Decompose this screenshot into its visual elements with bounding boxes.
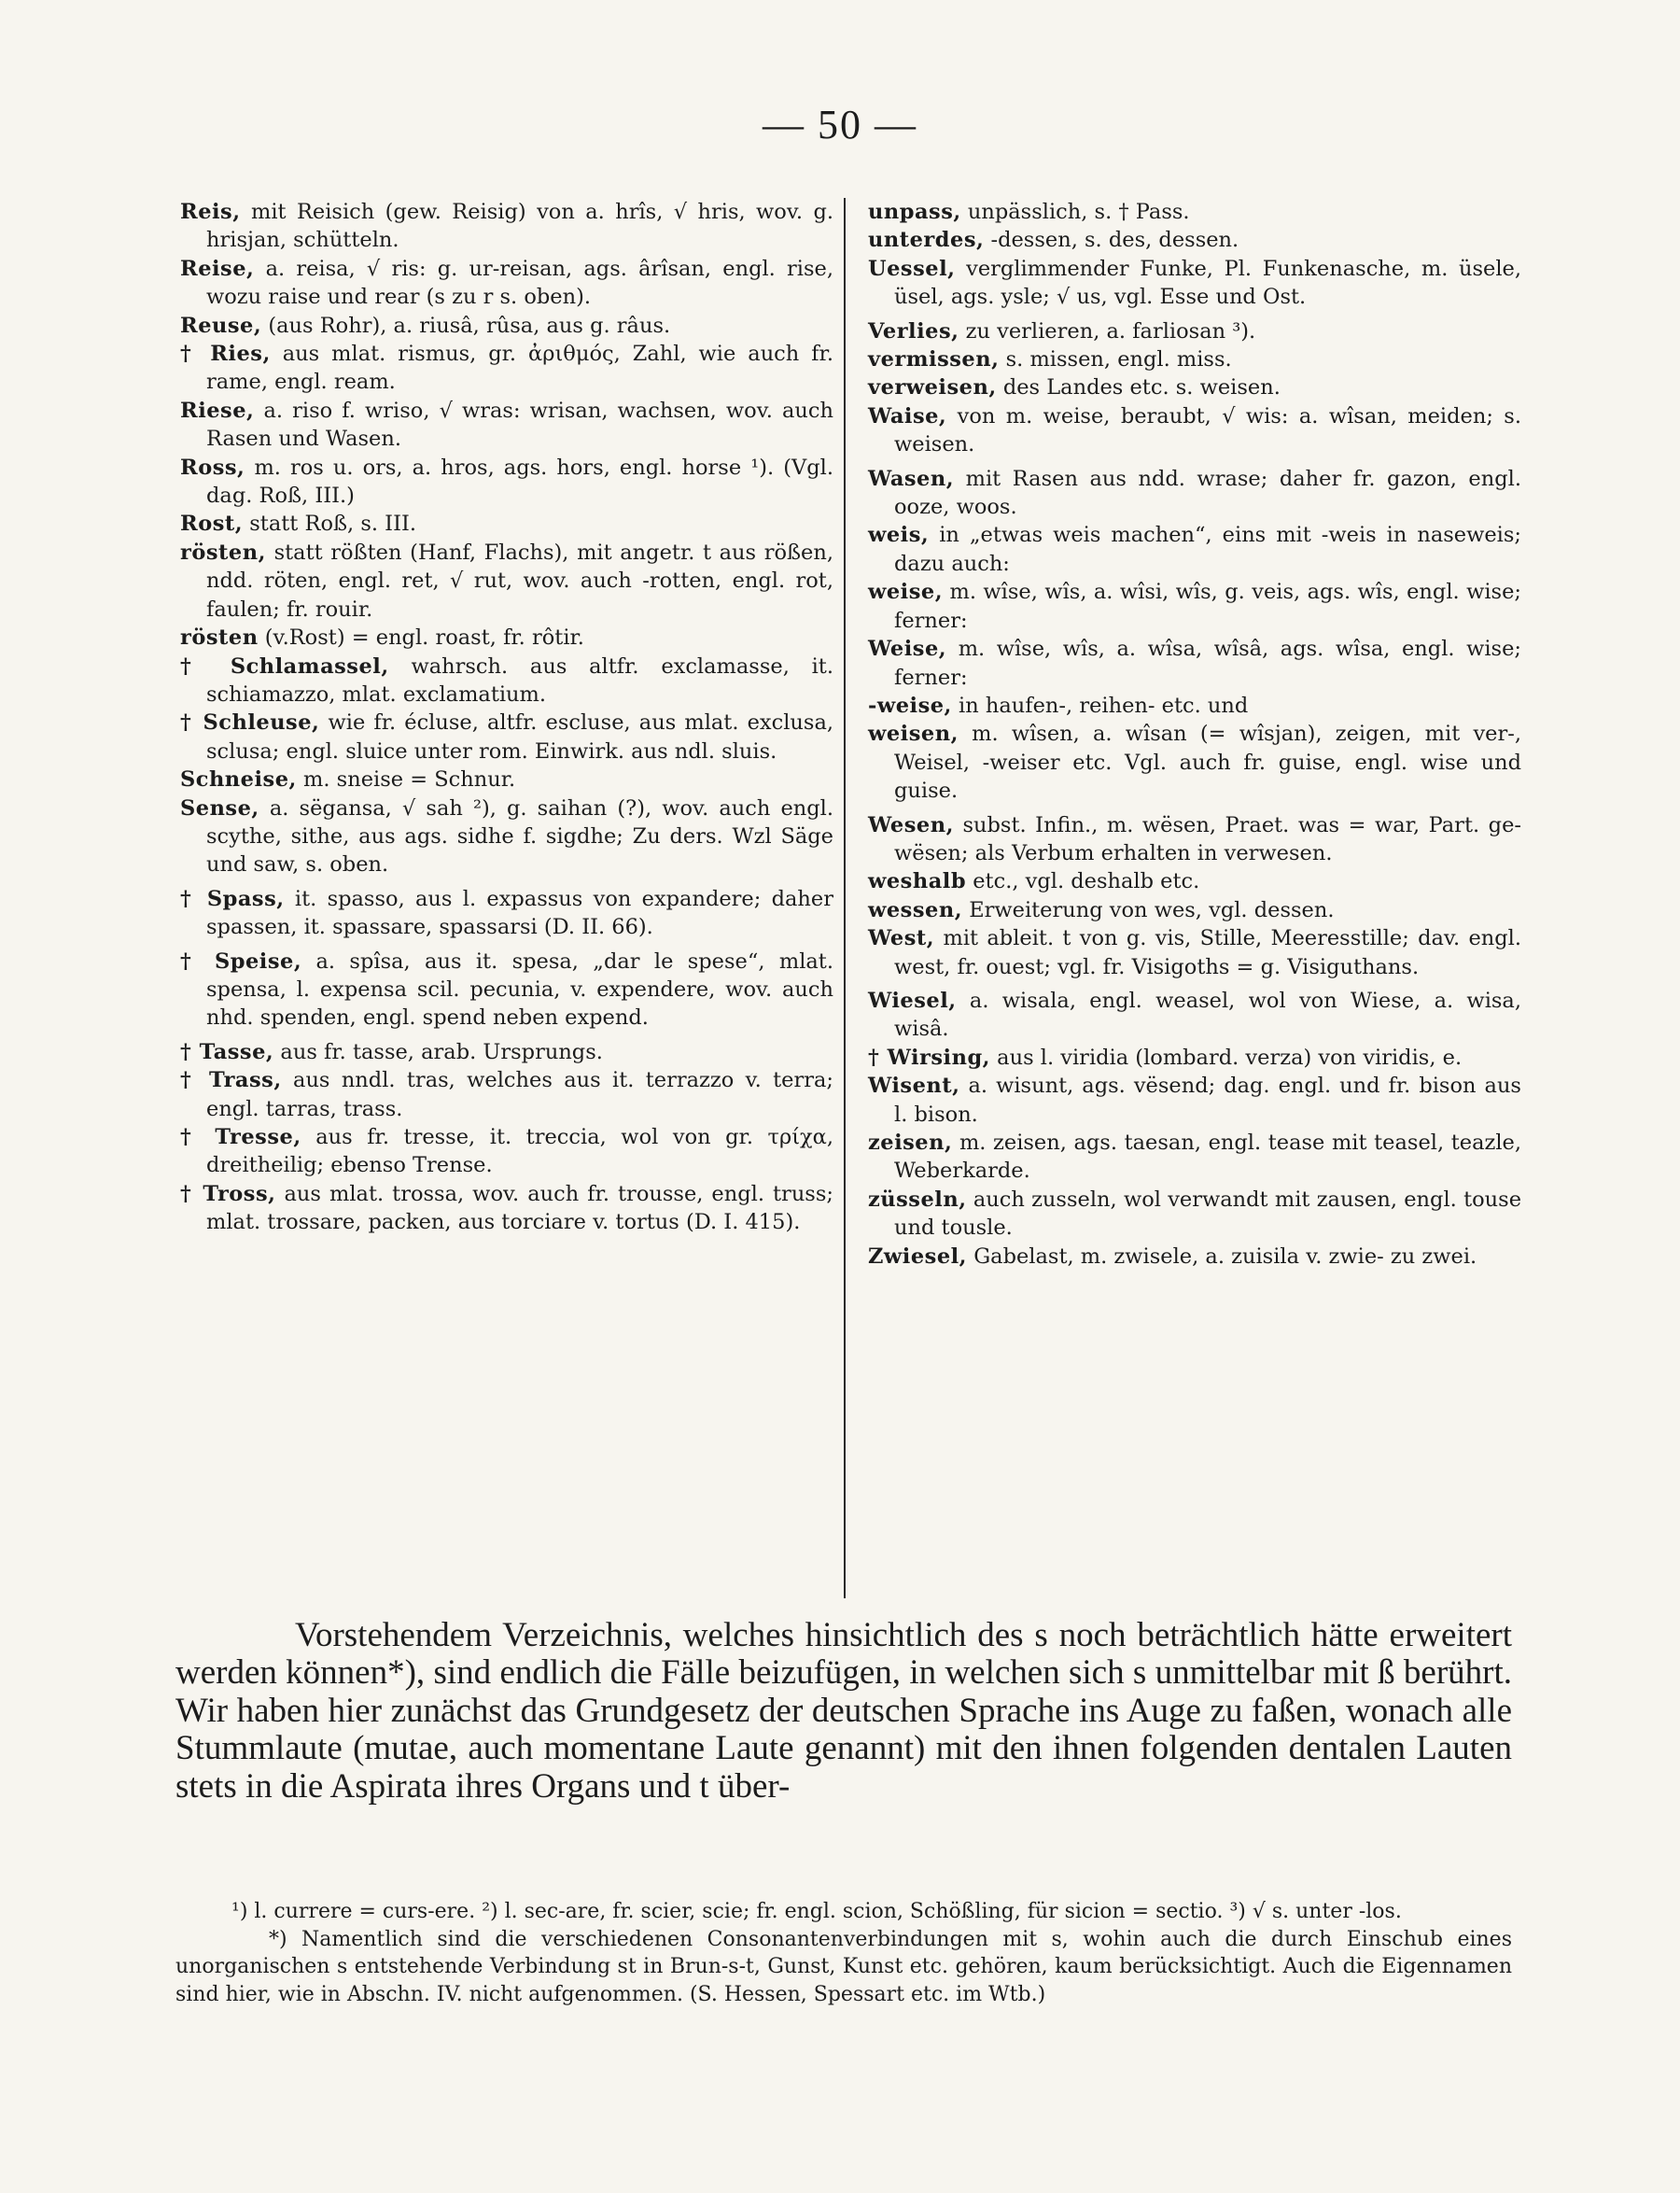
entry-text: -dessen, s. des, dessen. [990,228,1239,253]
footnotes [175,1898,1512,2008]
dictionary-entry [868,226,1521,254]
dictionary-entry [180,766,833,794]
entry-text: a. sëgansa, √ sah ²), g. saihan (?), wov. auch engl. scythe, sithe, aus ags. sidhe f. sigdhe; Zu ders. Wzl Säge und saw, s. oben. [206,795,834,878]
dictionary-entry [180,397,833,454]
dictionary-entry [868,1243,1521,1271]
entry-headword: weis, [868,523,930,548]
dictionary-entry [868,373,1521,401]
entry-headword: Reise, [180,256,255,281]
entry-text: aus fr. tasse, arab. Ursprungs. [280,1039,603,1064]
entry-text: a. reisa, √ ris: g. ur-reisan, ags. ârîsan, engl. rise, wozu raise und rear (s zu r s. oben). [206,256,833,310]
paragraph-text: Vorstehendem Verzeichnis, welches hinsichtlich des s noch beträchtlich hätte erweitert werden können*), sind endlich die Fälle beizufügen, in welchen sich s unmittelbar mit ß berührt. Wir haben hier zunächst das Grundgesetz der deutschen Sprache ins Auge zu faßen, wonach alle Stummlaute (mutae, auch momentane Laute genannt) mit den ihnen folgenden dentalen Lauten stets in die Aspirata ihres Organs und t über- [175,1616,1512,1806]
entry-headword: Reuse, [180,313,262,338]
entry-headword: Weise, [868,637,947,662]
dictionary-entry [180,340,833,397]
dictionary-entry [868,255,1521,312]
entry-text: m. wîse, wîs, a. wîsa, wîsâ, ags. wîsa, engl. wise; ferner: [894,637,1521,690]
dictionary-entry [868,924,1521,981]
entry-headword: rösten, [180,540,266,565]
entry-headword: weise, [868,580,944,605]
entry-headword: rösten [180,626,259,651]
footnote-numbered: ¹) l. currere = curs-ere. ²) l. sec-are, fr. scier, scie; fr. engl. scion, Schößling, für sicion = sectio. ³) √ s. unter -los. [231,1900,1402,1923]
dictionary-entry [180,948,833,1033]
dictionary-entry [180,312,833,340]
dictionary-entry [868,987,1521,1044]
entry-text: wahrsch. aus altfr. exclamasse, it. schiamazzo, mlat. exclamatium. [206,654,834,707]
entry-text: wie fr. écluse, altfr. escluse, aus mlat. exclusa, sclusa; engl. sluice unter rom. Einwirk. aus ndl. sluis. [206,710,834,764]
entry-headword: verweisen, [868,375,997,401]
entry-headword: unpass, [868,200,961,224]
entry-headword: Uessel, [868,256,956,281]
entry-text: aus fr. tresse, it. treccia, wol von gr. τρίχα, dreitheilig; ebenso Trense. [206,1125,834,1178]
dictionary-entry [180,709,833,766]
entry-text: mit ableit. t von g. vis, Stille, Meeresstille; dav. engl. west, fr. ouest; vgl. fr. Visigoths = g. Visiguthans. [894,926,1521,979]
entry-text: Erweiterung von wes, vgl. dessen. [969,897,1335,922]
dictionary-entry [868,578,1521,635]
entry-headword: Reis, [180,200,241,224]
entry-headword: † Tross, [180,1181,276,1206]
entry-text: m. wîsen, a. wîsan (= wîsjan), zeigen, mit ver-, Weisel, -weiser etc. Vgl. auch fr. guise, engl. wise und guise. [894,722,1522,804]
dictionary-entry [868,317,1521,345]
entry-text: aus mlat. trossa, wov. auch fr. trousse, engl. truss; mlat. trossare, packen, aus torciare v. tortus (D. I. 415). [206,1181,833,1235]
entry-headword: Rost, [180,512,244,537]
entry-headword: Wiesel, [868,988,957,1013]
dictionary-entry [868,345,1521,373]
entry-headword: Verlies, [868,318,959,344]
dictionary-entry [180,539,833,624]
entry-headword: Sense, [180,795,259,821]
entry-headword: † Tresse, [180,1125,301,1149]
entry-text: zu verlieren, a. farliosan ³). [965,318,1256,344]
entry-headword: † Ries, [180,342,271,367]
entry-text: (aus Rohr), a. riusâ, rûsa, aus g. râus. [268,313,671,338]
entry-text: verglimmender Funke, Pl. Funkenasche, m. üsele, üsel, ags. ysle; √ us, vgl. Esse und Ost. [894,256,1522,310]
entry-headword: weshalb [868,869,967,894]
page-number: — 50 — [763,102,917,148]
entry-text: in haufen-, reihen- etc. und [959,693,1249,718]
entry-text: mit Reisich (gew. Reisig) von a. hrîs, √ hris, wov. g. hrisjan, schütteln. [206,200,834,253]
dictionary-entry [868,402,1521,459]
entry-text: aus l. viridia (lombard. verza) von viridis, e. [997,1045,1463,1070]
entry-text: m. sneise = Schnur. [303,767,516,793]
dictionary-entry [180,1180,833,1237]
entry-headword: züsseln, [868,1187,967,1212]
entry-text: statt Roß, s. III. [249,512,416,537]
entry-text: auch zusseln, wol verwandt mit zausen, engl. touse und tousle. [894,1187,1522,1241]
entry-headword: West, [868,926,935,951]
entry-headword: vermissen, [868,347,1000,373]
entry-text: s. missen, engl. miss. [1005,347,1232,373]
dictionary-entry [180,255,833,312]
dictionary-entry [868,198,1521,226]
entry-headword: Wasen, [868,466,955,491]
dictionary-entry [868,720,1521,805]
entry-headword: -weise, [868,693,952,718]
dictionary-entry [868,1072,1521,1129]
entry-headword: † Schleuse, [180,710,320,736]
dictionary-entry [868,692,1521,720]
entry-text: m. zeisen, ags. taesan, engl. tease mit teasel, teazle, Weberkarde. [894,1131,1521,1184]
dictionary-entry [868,635,1521,692]
entry-headword: Ross, [180,455,245,480]
entry-text: von m. weise, beraubt, √ wis: a. wîsan, meiden; s. weisen. [894,403,1521,457]
entry-text: statt rößten (Hanf, Flachs), mit angetr. t aus rößen, ndd. röten, engl. ret, √ rut, wov. auch -rotten, engl. rot, faulen; fr. rouir. [206,540,833,622]
entry-text: mit Rasen aus ndd. wrase; daher fr. gazon, engl. ooze, woos. [894,466,1521,520]
dictionary-entry [868,1186,1521,1243]
entry-text: etc., vgl. deshalb etc. [973,869,1200,894]
dictionary-entry [180,1123,833,1180]
dictionary-entry [868,867,1521,895]
entry-headword: † Wirsing, [868,1045,991,1070]
entry-text: des Landes etc. s. weisen. [1002,375,1281,401]
dictionary-entry [180,624,833,652]
dictionary-entry [180,510,833,538]
entry-text: unpässlich, s. † Pass. [967,200,1190,224]
dictionary-entry [868,896,1521,924]
dictionary-entry [180,1066,833,1123]
main-paragraph [175,1617,1512,1806]
entry-text: subst. Infin., m. wësen, Praet. was = war, Part. ge-wësen; als Verbum erhalten in verwesen. [894,812,1521,865]
dictionary-entry [180,198,833,255]
entry-headword: † Schlamassel, [180,654,389,679]
left-column [180,198,833,1237]
entry-headword: † Tasse, [180,1039,274,1064]
entry-text: a. wisala, engl. weasel, wol von Wiese, a. wisa, wisâ. [894,988,1522,1042]
dictionary-entry [180,794,833,879]
dictionary-entry [868,521,1521,578]
entry-text: Gabelast, m. zwisele, a. zuisila v. zwie- zu zwei. [973,1244,1477,1269]
entry-headword: weisen, [868,722,959,747]
entry-text: a. spîsa, aus it. spesa, „dar le spese“, mlat. spensa, l. expensa scil. pecunia, v. expendere, wov. auch nhd. spenden, engl. spend neben expend. [206,949,833,1031]
dictionary-entry [868,811,1521,868]
entry-text: aus nndl. tras, welches aus it. terrazzo v. terra; engl. tarras, trass. [206,1068,833,1121]
entry-headword: Waise, [868,403,947,429]
dictionary-entry [180,885,833,942]
right-column [868,198,1521,1271]
entry-headword: Schneise, [180,767,297,793]
entry-headword: Wisent, [868,1074,960,1099]
dictionary-entry [868,1129,1521,1186]
entry-text: in „etwas weis machen“, eins mit -weis in naseweis; dazu auch: [894,523,1521,576]
entry-headword: † Spass, [180,886,285,911]
entry-headword: unterdes, [868,228,985,253]
entry-headword: Wesen, [868,812,954,837]
dictionary-entry [180,653,833,710]
dictionary-entry [180,1038,833,1066]
entry-headword: zeisen, [868,1131,953,1155]
column-divider [844,198,846,1598]
entry-text: (v.Rost) = engl. roast, fr. rôtir. [264,626,584,651]
entry-text: it. spasso, aus l. expassus von expandere; daher spassen, it. spassare, spassarsi (D. II. 66). [206,886,833,940]
entry-headword: Zwiesel, [868,1244,968,1269]
footnote-starred: *) Namentlich sind die verschiedenen Consonantenverbindungen mit s, wohin auch die durch Einschub eines unorganischen s entstehende Verbindung st in Brun-s-t, Gunst, Kunst etc. gehören, kaum berücksichtigt. Auch die Eigennamen sind hier, wie in Abschn. IV. nicht aufgenommen. (S. Hessen, Spessart etc. im Wtb.) [175,1927,1512,2006]
dictionary-entry [868,465,1521,522]
entry-text: m. wîse, wîs, a. wîsi, wîs, g. veis, ags. wîs, engl. wise; ferner: [894,580,1521,633]
dictionary-entry [180,454,833,511]
entry-text: m. ros u. ors, a. hros, ags. hors, engl. horse ¹). (Vgl. dag. Roß, III.) [206,455,833,509]
entry-text: a. wisunt, ags. vësend; dag. engl. und fr. bison aus l. bison. [894,1074,1521,1127]
entry-headword: Riese, [180,398,255,423]
dictionary-entry [868,1044,1521,1072]
entry-headword: † Trass, [180,1068,282,1093]
entry-text: aus mlat. rismus, gr. ἀριθμός, Zahl, wie auch fr. rame, engl. ream. [206,342,833,395]
entry-text: a. riso f. wriso, √ wras: wrisan, wachsen, wov. auch Rasen und Wasen. [206,398,833,452]
entry-headword: † Speise, [180,949,302,974]
entry-headword: wessen, [868,897,963,922]
